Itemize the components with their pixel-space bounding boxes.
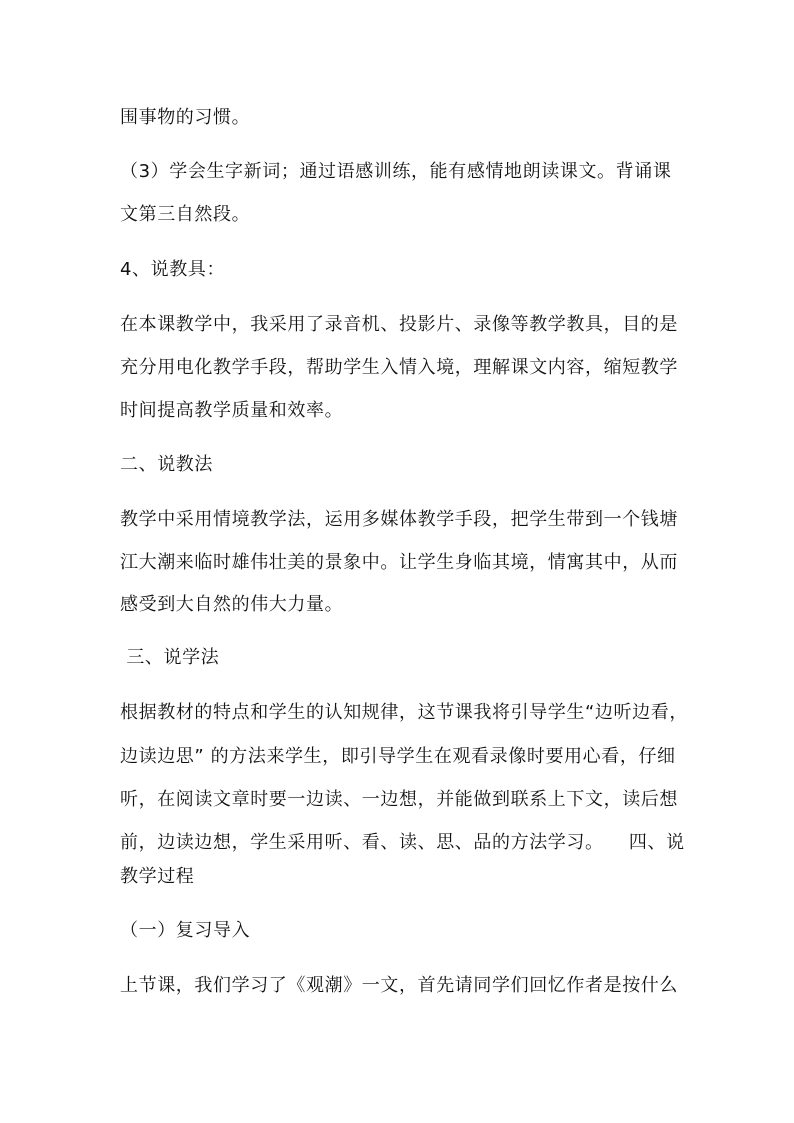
text-line: 在本课教学中，我采用了录音机、投影片、录像等教学教具，目的是 (120, 314, 678, 335)
text-line: 边读边思” 的方法来学生，即引导学生在观看录像时要用心看，仔细 (120, 746, 676, 767)
text-line: 教学中采用情境教学法，运用多媒体教学手段，把学生带到一个钱塘 (120, 509, 678, 530)
text-line: 听，在阅读文章时要一边读、一边想，并能做到联系上下文，读后想 (120, 789, 678, 810)
text-line: 时间提高教学质量和效率。 (120, 400, 344, 421)
section-heading: 三、说学法 (120, 647, 220, 668)
text-line: 感受到大自然的伟大力量。 (120, 594, 344, 615)
text-line: 充分用电化教学手段，帮助学生入情入境，理解课文内容，缩短教学 (120, 357, 678, 378)
section-heading: 教学过程 (120, 866, 195, 887)
text-line: 前，边读边想，学生采用听、看、读、思、品的方法学习。 四、说 (120, 832, 685, 853)
text-line: 围事物的习惯。 (120, 107, 251, 128)
text-line: 根据教材的特点和学生的认知规律，这节课我将引导学生“边听边看， (120, 702, 688, 723)
text-line: 上节课，我们学习了《观潮》一文，首先请同学们回忆作者是按什么 (120, 975, 678, 996)
text-line: 文第三自然段。 (120, 204, 251, 225)
section-heading: 4、说教具： (120, 259, 226, 280)
section-heading: 二、说教法 (120, 454, 213, 475)
text-line: 江大潮来临时雄伟壮美的景象中。让学生身临其境，情寓其中，从而 (120, 552, 678, 573)
section-heading: （一）复习导入 (120, 920, 251, 941)
text-line: （3）学会生字新词；通过语感训练，能有感情地朗读课文。背诵课 (120, 161, 672, 182)
